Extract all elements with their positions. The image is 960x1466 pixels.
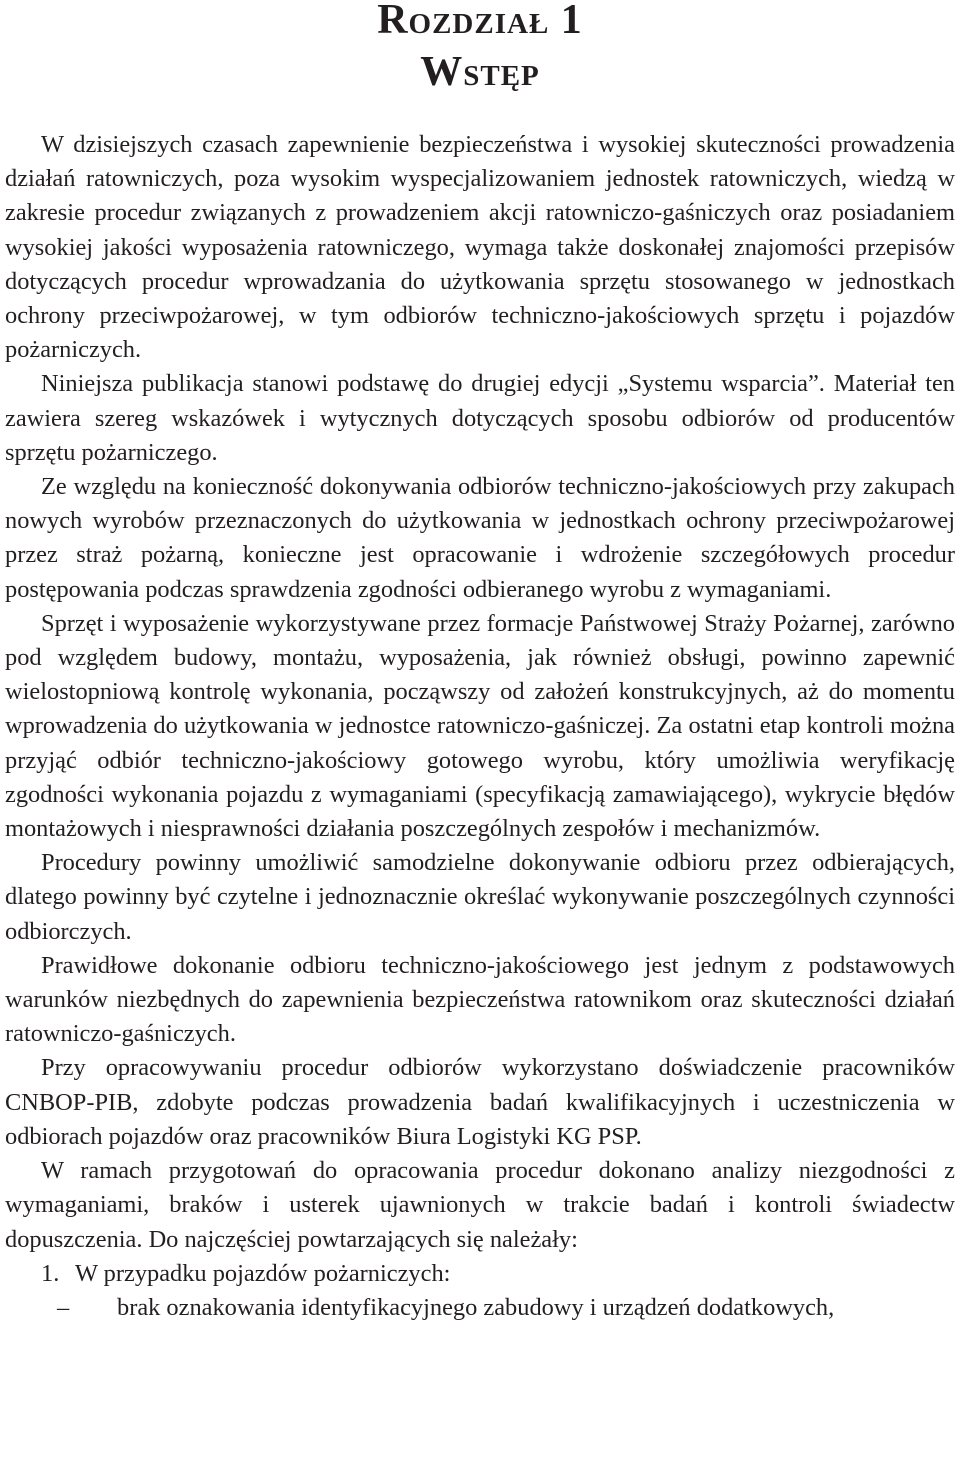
- paragraph: Przy opracowywaniu procedur odbiorów wykorzystano doświadczenie pracowników CNBOP-PIB, zdobyte podczas prowadzenia badań kwalifikacyjnych i uczestniczenia w odbiorach pojazdów oraz pracowników Biura Logistyki KG PSP.: [5, 1054, 955, 1150]
- numbered-list-item: [5, 1257, 955, 1291]
- list-number: 1.: [41, 1259, 60, 1287]
- paragraph: W ramach przygotowań do opracowania procedur dokonano analizy niezgodności z wymaganiami, braków i usterek ujawnionych w trakcie badań i kontroli świadectw dopuszczenia. Do najczęściej powtarzających się należały:: [5, 1157, 955, 1253]
- dash-list-item: [5, 1291, 955, 1325]
- dash-bullet: –: [57, 1293, 70, 1321]
- paragraph: Ze względu na konieczność dokonywania odbiorów techniczno-jakościowych przy zakupach nowych wyrobów przeznaczonych do użytkowania w jednostkach ochrony przeciwpożarowej przez straż pożarną, konieczne jest opracowanie i wdrożenie szczegółowych procedur postępowania podczas sprawdzenia zgodności odbieranego wyrobu z wymaganiami.: [5, 473, 955, 603]
- chapter-title: Wstęp: [420, 49, 540, 95]
- paragraph: W dzisiejszych czasach zapewnienie bezpieczeństwa i wysokiej skuteczności prowadzenia działań ratowniczych, poza wysokim wyspecjalizowaniem jednostek ratowniczych, wiedzą w zakresie procedur związanych z prowadzeniem akcji ratowniczo-gaśniczych oraz posiadaniem wysokiej jakości wyposażenia ratowniczego, wymaga także doskonałej znajomości przepisów dotyczących procedur wprowadzania do użytkowania sprzętu stosowanego w jednostkach ochrony przeciwpożarowej, w tym odbiorów techniczno-jakościowych sprzętu i pojazdów pożarniczych.: [5, 131, 955, 364]
- paragraph: Procedury powinny umożliwić samodzielne dokonywanie odbioru przez odbierających, dlatego powinny być czytelne i jednoznacznie określać wykonywanie poszczególnych czynności odbiorczych.: [5, 849, 955, 945]
- chapter-body: [5, 128, 955, 1325]
- list-item-text: W przypadku pojazdów pożarniczych:: [75, 1259, 451, 1287]
- paragraph: Niniejsza publikacja stanowi podstawę do drugiej edycji „Systemu wsparcia”. Materiał ten zawiera szereg wskazówek i wytycznych dotyczących sposobu odbiorów od producentów sprzętu pożarniczego.: [5, 370, 955, 466]
- paragraph: Sprzęt i wyposażenie wykorzystywane przez formacje Państwowej Straży Pożarnej, zarówno pod względem budowy, montażu, wyposażenia, jak również obsługi, powinno zapewnić wielostopniową kontrolę wykonania, począwszy od założeń konstrukcyjnych, aż do momentu wprowadzenia do użytkowania w jednostce ratowniczo-gaśniczej. Za ostatni etap kontroli można przyjąć odbiór techniczno-jakościowy gotowego wyrobu, który umożliwia weryfikację zgodności wykonania pojazdu z wymaganiami (specyfikacją zamawiającego), wykrycie błędów montażowych i niesprawności działania poszczególnych zespołów i mechanizmów.: [5, 609, 955, 843]
- paragraph: Prawidłowe dokonanie odbioru techniczno-jakościowego jest jednym z podstawowych warunków niezbędnych do zapewnienia bezpieczeństwa ratownikom oraz skuteczności działań ratowniczo-gaśniczych.: [5, 951, 955, 1048]
- chapter-number: Rozdział 1: [377, 0, 583, 43]
- dash-item-text: brak oznakowania identyfikacyjnego zabudowy i urządzeń dodatkowych,: [117, 1293, 835, 1321]
